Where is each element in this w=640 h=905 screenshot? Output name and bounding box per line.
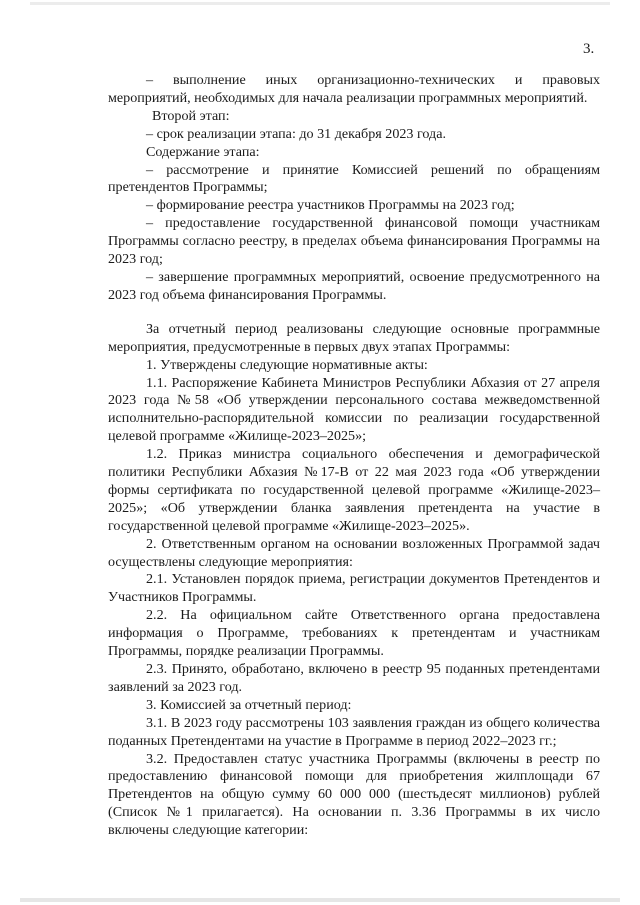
paragraph: За отчетный период реализованы следующие основные программные мероприятия, предусмотренные в первых двух этапах Программы: xyxy=(108,320,600,355)
stage-heading: Второй этап: xyxy=(152,107,230,124)
scan-edge-bottom xyxy=(20,898,620,902)
paragraph: 2.2. На официальном сайте Ответственного органа предоставлена информация о Программе, требованиях к претендентам и участникам Программы, порядке реализации Программы. xyxy=(108,607,600,660)
paragraph: 1.1. Распоряжение Кабинета Министров Республики Абхазия от 27 апреля 2023 года №58 «Об утверждении персонального состава межведомственной исполнительно-распорядительной комиссии по реализации государственной целевой программе «Жилище-2023–2025»; xyxy=(108,374,600,445)
paragraph: – завершение программных мероприятий, освоение предусмотренного на 2023 год объема финансирования Программы. xyxy=(108,268,600,303)
scan-edge-top xyxy=(30,2,610,5)
paragraph: – срок реализации этапа: до 31 декабря 2023 года. xyxy=(146,125,447,142)
paragraph: 3.1. В 2023 году рассмотрены 103 заявления граждан из общего количества поданных Претендентами на участие в Программе в период 2022–2023 гг.; xyxy=(108,714,600,749)
paragraph: 2.3. Принято, обработано, включено в реестр 95 поданных претендентами заявлений за 2023 год. xyxy=(108,661,600,695)
paragraph: – предоставление государственной финансовой помощи участникам Программы согласно реестру, в пределах объема финансирования Программы на 2023 год; xyxy=(108,215,600,268)
paragraph: 3.2. Предоставлен статус участника Программы (включены в реестр по предоставлению финансовой помощи для приобретения жилплощади 67 Претендентов на общую сумму 60 000 000 (шестьдесят миллионов) рублей (Список №1 прилагается). На основании п. 3.36 Программы в их число включены следующие категории: xyxy=(108,750,600,839)
page-number: 3. xyxy=(583,41,595,57)
paragraph: – выполнение иных организационно-технических и правовых мероприятий, необходимых для начала реализации программных мероприятий. xyxy=(108,72,600,106)
paragraph: 2.1. Установлен порядок приема, регистрации документов Претендентов и Участников Программы. xyxy=(108,571,600,606)
section-heading: 3. Комиссией за отчетный период: xyxy=(146,696,352,713)
document-body xyxy=(108,72,600,840)
section-heading: 1. Утверждены следующие нормативные акты: xyxy=(146,356,428,373)
stage-content-heading: Содержание этапа: xyxy=(146,143,260,160)
paragraph: 1.2. Приказ министра социального обеспечения и демографической политики Республики Абхазия №17-В от 22 мая 2023 года «Об утверждении формы сертификата по государственной целевой программе «Жилище-2023–2025»; «Об утверждении бланка заявления претендента на участие в государственной целевой программе «Жилище-2023–2025». xyxy=(108,446,600,534)
paragraph: – рассмотрение и принятие Комиссией решений по обращениям претендентов Программы; xyxy=(108,161,600,196)
section-heading: 2. Ответственным органом на основании возложенных Программой задач осуществлены следующие мероприятия: xyxy=(108,535,600,570)
paragraph: – формирование реестра участников Программы на 2023 год; xyxy=(146,197,515,214)
